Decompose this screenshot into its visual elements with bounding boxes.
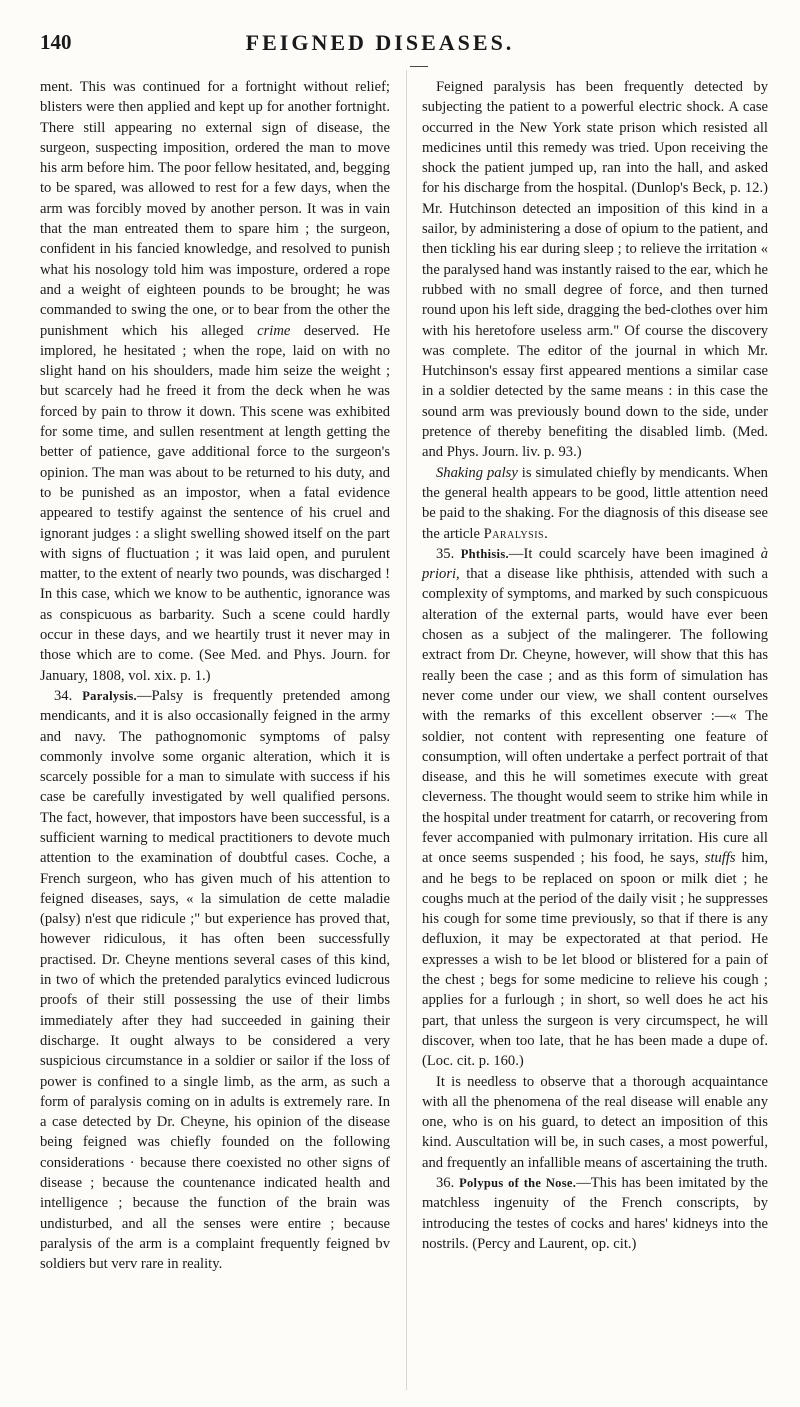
italic-text: Shaking palsy	[436, 464, 518, 481]
paragraph-continuation	[40, 77, 390, 686]
text-run: is simulated chiefly by mendicants. When the general health appears to be good, little attention need be paid to the shaking. For the diagnosis of this disease see the article	[422, 464, 768, 542]
text-run: Feigned paralysis has been frequently detected by subjecting the patient to a powerful electric shock. A case occurred in the New York state prison which resisted all medicines until this remedy was tried. Upon receiving the shock the patient jumped up, ran into the hall, and asked for his discharge from the hospital. (Dunlop's Beck, p. 12.) Mr. Hutchinson detected an imposition of this kind in a sailor, by administering a dose of opium to the patient, and then tickling his ear during sleep ; to relieve the irritation « the paralysed hand was instantly raised to the ear, which he rubbed with no small degree of force, and then turned round upon his left side, dragging the bed-clothes over him with his heretofore useless arm." Of course the discovery was complete. The editor of the journal in which Mr. Hutchinson's essay first appeared mentions a similar case in a soldier detected by the same means : in this case the sound arm was previously bound down to the side, under pretence of thereby benefiting the disabled limb. (Med. and Phys. Journ. liv. p. 93.)	[422, 79, 768, 461]
paragraph-electric-shock	[422, 77, 768, 463]
section-text: him, and he begs to be replaced on spoon or milk diet ; he coughs much at the period of the daily visit ; he suppresses his cough for some time previously, so that if there is any defluxion, it may be expectorated at that period. He expresses a wish to be let blood or blistered for a pain of the chest ; begs for some medicine to relieve his cough ; applies for a furlough ; in short, so well does he act his part, that unless the surgeon is very circumspect, he will discover, when too late, that he has been made a dupe of. (Loc. cit. p. 160.)	[422, 850, 768, 1070]
section-text: —It could scarcely have been imagined	[508, 545, 755, 562]
page-header	[40, 30, 760, 60]
section-34	[40, 686, 390, 1275]
section-number: 34.	[54, 687, 73, 704]
section-text: —This has been imitated by the matchless ingenuity of the French conscripts, by introducing the testes of cocks and hares' kidneys into the nostrils. (Percy and Laurent, op. cit.)	[422, 1175, 768, 1252]
section-number: 36.	[436, 1175, 455, 1192]
cross-reference: Paralysis.	[483, 525, 549, 542]
section-number: 35.	[436, 545, 455, 562]
text-run: deserved. He implored, he hesitated ; when the rope, laid on with no slight hand on his shoulders, made him seize the weight ; but scarcely had he freed it from the deck when he was forced by pain to throw it down. This scene was exhibited for some time, and sullen resentment at length getting the better of patience, gave additional force to the surgeon's opinion. The man was about to be returned to his duty, and to be punished as an impostor, when a fatal evidence appeared to testify against the sentence of his cruel and ignorant judges : a slight swelling showed itself on the part with signs of fluctuation ; it was laid open, and purulent matter, to the extent of nearly two pounds, was discharged ! In this case, which we know to be authentic, ignorance was as conspicuous as barbarity. Such a scene could hardly occur in these days, and we heartily trust it never may in those which are to come. (See Med. and Phys. Journ. for January, 1808, vol. xix. p. 1.)	[40, 322, 390, 684]
paragraph-shaking-palsy	[422, 463, 768, 544]
page-number: 140	[40, 30, 72, 54]
italic-text: stuffs	[704, 850, 736, 867]
left-column	[40, 77, 390, 1275]
section-heading: Paralysis.	[82, 688, 137, 703]
text-run: ment. This was continued for a fortnight without relief; blisters were then applied and kept up for another fortnight. There still appearing no external sign of disease, the surgeon, suspecting imposition, ordered the man to move his arm before him. The poor fellow hesitated, and, begging to be spared, was allowed to rest for a few days, when the arm was forcibly moved by another person. It was in vain that the man entreated them to spare him ; the surgeon, confident in his fancied knowledge, and resolved to punish what his nosology told him was imposture, ordered a rope and a weight of eighteen pounds to be brought; he was commanded to swing the one, or to bear from the other the punishment which his alleged	[40, 79, 390, 339]
running-head: FEIGNED DISEASES.	[245, 30, 515, 55]
header-ornament	[410, 66, 428, 67]
paragraph-auscultation	[422, 1072, 768, 1173]
italic-text: crime	[257, 322, 291, 339]
right-column	[422, 77, 768, 1254]
section-heading: Phthisis.	[460, 546, 509, 561]
section-36	[422, 1173, 768, 1254]
section-text: —Palsy is frequently pretended among mendicants, and it is also occasionally feigned in the army and navy. The pathognomonic symptoms of palsy commonly involve some organic alteration, which it is scarcely possible for a man to simulate with success if his case be carefully investigated by well qualified persons. The fact, however, that impostors have been successful, is a sufficient warning to medical practitioners to devote much attention to the examination of doubtful cases. Coche, a French surgeon, who has given much of his attention to feigned diseases, says, « la simulation de cette maladie (palsy) n'est que ridicule ;" but experience has proved that, however ridiculous, it has often been successfully practised. Dr. Cheyne mentions several cases of this kind, in two of which the pretended paralytics evinced ludicrous proofs of their still possessing the use of their limbs immediately after they had succeeded in gaining their discharge. It ought always to be considered a very suspicious circumstance in a soldier or sailor if the loss of power is confined to a single limb, as the arm, as such a form of paralysis coming on in adults is extremely rare. In a case detected by Dr. Cheyne, his opinion of the disease being feigned was chiefly founded on the following considerations · because there coexisted no other signs of disease ; because the countenance indicated health and intelligence ; because the function of the brain was undisturbed, and all the senses were entire ; because paralysis of the arm is a complaint frequently feigned bv soldiers but verv rare in reality.	[40, 687, 390, 1273]
text-run: It is needless to observe that a thorough acquaintance with all the phenomena of the real disease will enable any one, who is on his guard, to detect an imposition of this kind. Auscultation will be, in such cases, a most powerful, and frequently an infallible means of ascertaining the truth.	[422, 1073, 768, 1171]
italic-text: à priori,	[422, 545, 768, 583]
section-35	[422, 544, 768, 1072]
column-divider	[406, 70, 407, 1390]
section-text: that a disease like phthisis, attended with such a complexity of symptoms, and marked by such conspicuous alteration of the external parts, would have ever been chosen as a subject of the malingerer. The following extract from Dr. Cheyne, however, will show that this has really been the case ; and as this form of simulation has never come under our view, we shall content ourselves with the remarks of this excellent observer :—« The soldier, not content with representing one feature of consumption, will often undertake a perfect portrait of that disease, and this he will sometimes execute with great cleverness. The thought would seem to strike him while in the hospital under treatment for catarrh, or recovering from fever accompanied with pulmonary irritation. His cure all at once seems suspended ; his food, he says,	[422, 566, 768, 867]
section-heading: Polypus of the Nose.	[459, 1176, 577, 1191]
